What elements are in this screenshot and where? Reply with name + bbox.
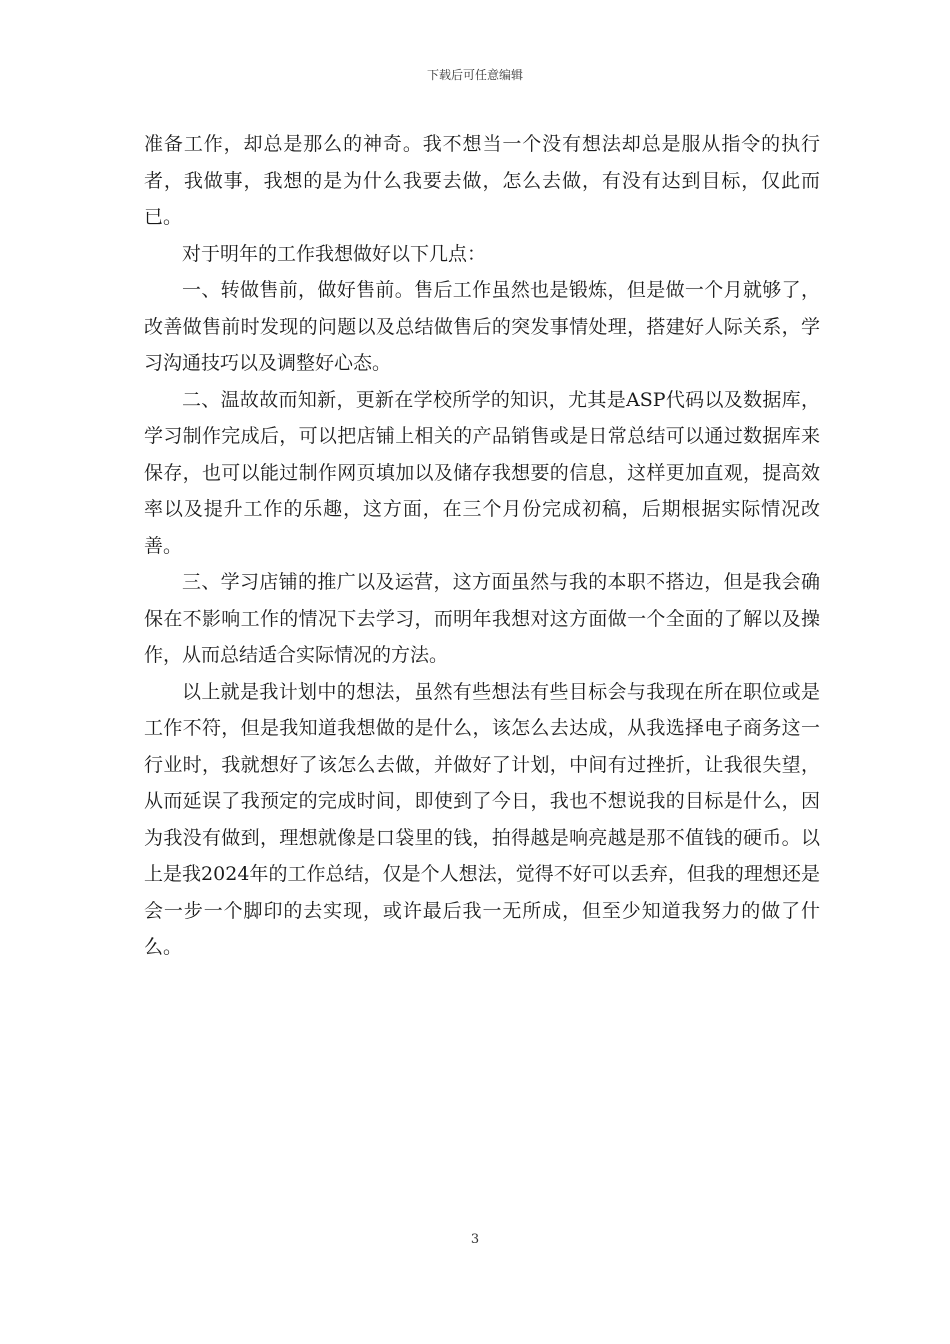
paragraph-continuation: 准备工作，却总是那么的神奇。我不想当一个没有想法却总是服从指令的执行者，我做事，我想的是为什么我要去做，怎么去做，有没有达到目标，仅此而已。 — [144, 133, 820, 228]
paragraph-point-three: 三、学习店铺的推广以及运营，这方面虽然与我的本职不搭边，但是我会确保在不影响工作的情况下去学习，而明年我想对这方面做一个全面的了解以及操作，从而总结适合实际情况的方法。 — [144, 571, 820, 666]
paragraph-conclusion: 以上就是我计划中的想法，虽然有些想法有些目标会与我现在所在职位或是工作不符，但是我知道我想做的是什么，该怎么去达成，从我选择电子商务这一行业时，我就想好了该怎么去做，并做好了计划，中间有过挫折，让我很失望，从而延误了我预定的完成时间，即使到了今日，我也不想说我的目标是什么，因为我没有做到，理想就像是口袋里的钱，拍得越是响亮越是那不值钱的硬币。以上是我2024年的工作总结，仅是个人想法，觉得不好可以丢弃，但我的理想还是会一步一个脚印的去实现，或许最后我一无所成，但至少知道我努力的做了什么。 — [144, 680, 820, 958]
document-body — [144, 126, 820, 966]
paragraph-point-two: 二、温故故而知新，更新在学校所学的知识，尤其是ASP代码以及数据库，学习制作完成后，可以把店铺上相关的产品销售或是日常总结可以通过数据库来保存，也可以能过制作网页填加以及储存我想要的信息，这样更加直观，提高效率以及提升工作的乐趣，这方面，在三个月份完成初稿，后期根据实际情况改善。 — [144, 388, 820, 557]
paragraph-plan-intro: 对于明年的工作我想做好以下几点： — [182, 242, 487, 265]
page-number: 3 — [470, 1232, 480, 1247]
paragraph-point-one: 一、转做售前，做好售前。售后工作虽然也是锻炼，但是做一个月就够了，改善做售前时发现的问题以及总结做售后的突发事情处理，搭建好人际关系，学习沟通技巧以及调整好心态。 — [144, 279, 820, 374]
page-header: 下载后可任意编辑 — [426, 68, 523, 82]
